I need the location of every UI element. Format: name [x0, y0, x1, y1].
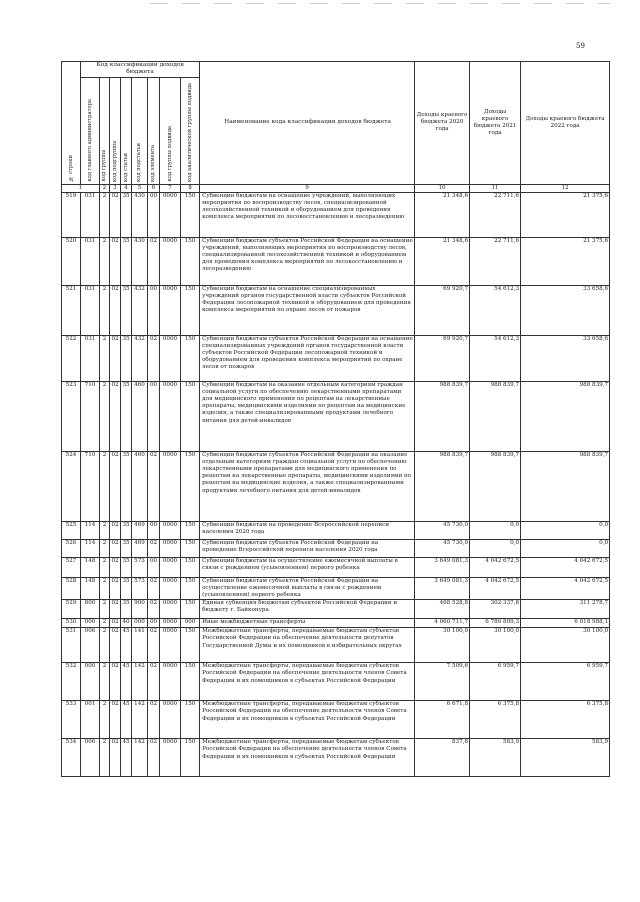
income-2020: 3 649 081,3 — [415, 557, 470, 577]
code-admin: 031 — [81, 285, 100, 335]
income-2021: 988 839,7 — [470, 381, 521, 451]
income-2022: 583,9 — [521, 739, 610, 777]
code-element: 00 — [148, 285, 160, 335]
code-group: 2 — [100, 335, 110, 381]
code-subarticle: 000 — [132, 619, 148, 628]
code-group: 2 — [100, 521, 110, 539]
row-number: 532 — [62, 663, 81, 701]
income-name: Иные межбюджетные трансферты — [200, 619, 415, 628]
income-name: Субвенции бюджетам на осуществление ежемесячной выплаты в связи с рождением (усыновлением) первого ребенка — [200, 557, 415, 577]
code-article: 35 — [121, 557, 132, 577]
income-2021: 22 711,6 — [470, 192, 521, 237]
table-row — [62, 663, 610, 701]
income-2020: 837,8 — [415, 739, 470, 777]
column-number: 3 — [110, 184, 121, 192]
table-row — [62, 521, 610, 539]
code-analytic-group: 150 — [181, 192, 200, 237]
code-analytic-group: 150 — [181, 521, 200, 539]
row-number: 523 — [62, 381, 81, 451]
code-article: 35 — [121, 237, 132, 285]
row-number: 533 — [62, 701, 81, 739]
table-row — [62, 192, 610, 237]
code-element: 02 — [148, 628, 160, 663]
header-code-col: код аналитической группы подвида — [181, 77, 200, 184]
income-2022: 30 100,0 — [521, 628, 610, 663]
code-element: 02 — [148, 237, 160, 285]
income-name: Субвенции бюджетам на оказание отдельным категориям граждан социальной услуги по обеспечению лекарственными препаратами для медицинского применения по рецептам на лекарственные препараты, медицинскими изделиями по рецептам на медицинские изделия, а также специализированными продуктами лечебного питания для детей-инвалидов — [200, 381, 415, 451]
header-income-2022: Доходы краевого бюджета 2022 года — [521, 62, 610, 185]
code-subgroup: 02 — [110, 557, 121, 577]
code-article: 35 — [121, 451, 132, 521]
code-element: 00 — [148, 557, 160, 577]
header-code-col: код подгруппы — [110, 77, 121, 184]
income-name: Единая субвенция бюджетам субъектов Российской Федерации и бюджету г. Байконура — [200, 600, 415, 619]
code-element: 02 — [148, 577, 160, 599]
code-group: 2 — [100, 381, 110, 451]
code-subtype-group: 0000 — [160, 381, 181, 451]
code-analytic-group: 150 — [181, 663, 200, 701]
income-2020: 6 671,8 — [415, 701, 470, 739]
code-admin: 148 — [81, 557, 100, 577]
row-number: 522 — [62, 335, 81, 381]
table-row — [62, 335, 610, 381]
income-2022: 988 839,7 — [521, 381, 610, 451]
code-admin: 031 — [81, 335, 100, 381]
income-2020: 3 649 081,3 — [415, 577, 470, 599]
code-subtype-group: 0000 — [160, 539, 181, 557]
income-2021: 54 612,3 — [470, 335, 521, 381]
income-2022: 21 375,6 — [521, 237, 610, 285]
code-subarticle: 573 — [132, 577, 148, 599]
code-subtype-group: 0000 — [160, 237, 181, 285]
code-group: 2 — [100, 701, 110, 739]
income-2021: 22 711,6 — [470, 237, 521, 285]
income-2021: 30 100,0 — [470, 628, 521, 663]
code-subgroup: 02 — [110, 521, 121, 539]
income-2022: 988 839,7 — [521, 451, 610, 521]
code-article: 35 — [121, 600, 132, 619]
income-2022: 0,0 — [521, 521, 610, 539]
code-subarticle: 430 — [132, 237, 148, 285]
code-subgroup: 02 — [110, 701, 121, 739]
code-analytic-group: 150 — [181, 285, 200, 335]
code-admin: 000 — [81, 663, 100, 701]
code-element: 00 — [148, 521, 160, 539]
code-admin: 148 — [81, 577, 100, 599]
code-element: 00 — [148, 192, 160, 237]
code-subgroup: 02 — [110, 192, 121, 237]
code-subgroup: 02 — [110, 577, 121, 599]
code-subgroup: 02 — [110, 237, 121, 285]
code-subtype-group: 0000 — [160, 521, 181, 539]
income-2022: 6 375,8 — [521, 701, 610, 739]
column-number: 8 — [181, 184, 200, 192]
income-name: Субвенции бюджетам субъектов Российской Федерации на оказание отдельным категориям граждан социальной услуги по обеспечению лекарственными препаратами для медицинского применения по рецептам на лекарственные препараты, медицинскими изделиями по рецептам на медицинские изделия, а также специализированными продуктами лечебного питания для детей-инвалидов — [200, 451, 415, 521]
header-code-col: код статьи — [121, 77, 132, 184]
column-number: 4 — [121, 184, 132, 192]
code-analytic-group: 150 — [181, 739, 200, 777]
row-number: 526 — [62, 539, 81, 557]
code-subtype-group: 0000 — [160, 619, 181, 628]
code-subarticle: 142 — [132, 663, 148, 701]
income-name: Межбюджетные трансферты, передаваемые бюджетам субъектов Российской Федерации на обеспечение деятельности депутатов Государственной Думы и их помощников в избирательных округах — [200, 628, 415, 663]
code-group: 2 — [100, 237, 110, 285]
code-element: 02 — [148, 701, 160, 739]
code-subgroup: 02 — [110, 628, 121, 663]
column-number: 6 — [148, 184, 160, 192]
code-group: 2 — [100, 557, 110, 577]
income-2022: 6 959,7 — [521, 663, 610, 701]
code-subarticle: 432 — [132, 335, 148, 381]
income-2020: 30 100,0 — [415, 628, 470, 663]
column-number: 5 — [132, 184, 148, 192]
code-admin: 114 — [81, 539, 100, 557]
code-subtype-group: 0000 — [160, 192, 181, 237]
code-analytic-group: 150 — [181, 381, 200, 451]
code-subtype-group: 0000 — [160, 451, 181, 521]
code-subgroup: 02 — [110, 663, 121, 701]
code-subgroup: 02 — [110, 335, 121, 381]
code-group: 2 — [100, 539, 110, 557]
code-article: 45 — [121, 701, 132, 739]
page-number: 59 — [576, 42, 585, 50]
income-name: Субвенции бюджетам на оснащение специализированных учреждений органов государственной власти субъектов Российской Федерации лесопожарной техникой и оборудованием для проведения комплекса мероприятий по охране лесов от пожаров — [200, 285, 415, 335]
code-admin: 114 — [81, 521, 100, 539]
income-name: Субвенции бюджетам субъектов Российской Федерации на проведение Всероссийской переписи населения 2020 года — [200, 539, 415, 557]
income-2021: 54 612,3 — [470, 285, 521, 335]
code-article: 35 — [121, 539, 132, 557]
header-code-group: Код классификации доходов бюджета — [81, 62, 200, 78]
code-article: 35 — [121, 577, 132, 599]
code-subtype-group: 0000 — [160, 600, 181, 619]
code-article: 45 — [121, 739, 132, 777]
column-number: 2 — [100, 184, 110, 192]
row-number: 534 — [62, 739, 81, 777]
code-subgroup: 02 — [110, 600, 121, 619]
code-subtype-group: 0000 — [160, 663, 181, 701]
income-2022: 33 658,6 — [521, 285, 610, 335]
code-article: 35 — [121, 192, 132, 237]
code-group: 2 — [100, 619, 110, 628]
income-name: Субвенции бюджетам субъектов Российской Федерации на оснащение учреждений, выполняющих мероприятия по воспроизводству лесов, специализированной лесохозяйственной техникой и оборудованием для проведения комплекса мероприятий по лесовосстановлению и лесоразведению — [200, 237, 415, 285]
code-group: 2 — [100, 663, 110, 701]
column-number: 1 — [62, 184, 100, 192]
code-subarticle: 460 — [132, 451, 148, 521]
code-admin: 006 — [81, 739, 100, 777]
table-row — [62, 619, 610, 628]
row-number: 530 — [62, 619, 81, 628]
code-element: 02 — [148, 663, 160, 701]
code-article: 45 — [121, 628, 132, 663]
code-admin: 006 — [81, 628, 100, 663]
header-code-col: код группы подвида — [160, 77, 181, 184]
code-subarticle: 430 — [132, 192, 148, 237]
income-2020: 4 060 711,7 — [415, 619, 470, 628]
income-2022: 4 042 672,5 — [521, 577, 610, 599]
table-row — [62, 739, 610, 777]
income-2021: 4 042 672,5 — [470, 577, 521, 599]
code-analytic-group: 000 — [181, 619, 200, 628]
income-2020: 988 839,7 — [415, 381, 470, 451]
income-2022: 0,0 — [521, 539, 610, 557]
code-analytic-group: 150 — [181, 539, 200, 557]
header-income-2020: Доходы краевого бюджета 2020 года — [415, 62, 470, 185]
income-2022: 21 375,6 — [521, 192, 610, 237]
code-analytic-group: 150 — [181, 701, 200, 739]
code-subtype-group: 0000 — [160, 577, 181, 599]
code-subgroup: 02 — [110, 381, 121, 451]
row-number: 527 — [62, 557, 81, 577]
income-2021: 0,0 — [470, 521, 521, 539]
header-income-2021: Доходы краевого бюджета 2021 года — [470, 62, 521, 185]
code-subarticle: 900 — [132, 600, 148, 619]
table-row — [62, 381, 610, 451]
income-2021: 4 042 672,5 — [470, 557, 521, 577]
header-name: Наименование кода классификации доходов бюджета — [200, 62, 415, 185]
column-numbers-row — [62, 184, 610, 192]
code-subarticle: 432 — [132, 285, 148, 335]
table-row — [62, 628, 610, 663]
code-article: 35 — [121, 521, 132, 539]
code-subgroup: 02 — [110, 739, 121, 777]
income-2021: 6 959,7 — [470, 663, 521, 701]
income-classification-table — [61, 61, 610, 777]
code-article: 35 — [121, 285, 132, 335]
row-number: 524 — [62, 451, 81, 521]
code-group: 2 — [100, 739, 110, 777]
code-analytic-group: 150 — [181, 600, 200, 619]
code-element: 02 — [148, 335, 160, 381]
income-2022: 33 658,6 — [521, 335, 610, 381]
code-element: 02 — [148, 739, 160, 777]
column-number: 10 — [415, 184, 470, 192]
code-subarticle: 460 — [132, 381, 148, 451]
income-2020: 21 348,6 — [415, 192, 470, 237]
code-group: 2 — [100, 451, 110, 521]
scan-top-edge — [150, 3, 610, 4]
code-element: 02 — [148, 451, 160, 521]
code-admin: 031 — [81, 237, 100, 285]
row-number: 529 — [62, 600, 81, 619]
row-number: 525 — [62, 521, 81, 539]
table-row — [62, 600, 610, 619]
code-article: 35 — [121, 381, 132, 451]
code-analytic-group: 150 — [181, 451, 200, 521]
code-subarticle: 469 — [132, 539, 148, 557]
code-subtype-group: 0000 — [160, 285, 181, 335]
income-2021: 583,9 — [470, 739, 521, 777]
income-2021: 6 375,8 — [470, 701, 521, 739]
code-admin: 031 — [81, 192, 100, 237]
table-row — [62, 451, 610, 521]
code-subarticle: 141 — [132, 628, 148, 663]
code-group: 2 — [100, 600, 110, 619]
code-analytic-group: 150 — [181, 335, 200, 381]
income-name: Межбюджетные трансферты, передаваемые бюджетам субъектов Российской Федерации на обеспечение деятельности членов Совета Федерации и их помощников в субъектах Российской Федерации — [200, 663, 415, 701]
table-row — [62, 577, 610, 599]
row-number: 521 — [62, 285, 81, 335]
income-2022: 6 018 988,1 — [521, 619, 610, 628]
income-2020: 21 348,6 — [415, 237, 470, 285]
code-element: 00 — [148, 381, 160, 451]
code-subgroup: 02 — [110, 619, 121, 628]
column-number: 11 — [470, 184, 521, 192]
code-article: 35 — [121, 335, 132, 381]
table-row — [62, 237, 610, 285]
code-subgroup: 02 — [110, 539, 121, 557]
code-group: 2 — [100, 192, 110, 237]
code-admin: 710 — [81, 451, 100, 521]
code-subarticle: 142 — [132, 739, 148, 777]
code-element: 00 — [148, 619, 160, 628]
income-2020: 45 730,0 — [415, 539, 470, 557]
income-name: Субвенции бюджетам на оснащение учреждений, выполняющих мероприятия по воспроизводству лесов, специализированной лесохозяйственной техникой и оборудованием для проведения комплекса мероприятий по лесовосстановлению и лесоразведению — [200, 192, 415, 237]
code-element: 02 — [148, 539, 160, 557]
header-code-col: код главного администратора — [81, 77, 100, 184]
code-group: 2 — [100, 628, 110, 663]
column-number: 9 — [200, 184, 415, 192]
header-code-col: код группы — [100, 77, 110, 184]
table-row — [62, 285, 610, 335]
income-name: Субвенции бюджетам субъектов Российской Федерации на оснащение специализированных учреждений органов государственной власти субъектов Российской Федерации лесопожарной техникой и оборудованием для проведения комплекса мероприятий по охране лесов от пожаров — [200, 335, 415, 381]
row-number: 519 — [62, 192, 81, 237]
code-subarticle: 469 — [132, 521, 148, 539]
code-subarticle: 142 — [132, 701, 148, 739]
income-name: Субвенции бюджетам субъектов Российской Федерации на осуществление ежемесячной выплаты в связи с рождением (усыновлением) первого ребенка — [200, 577, 415, 599]
row-number: 528 — [62, 577, 81, 599]
code-subtype-group: 0000 — [160, 628, 181, 663]
income-2021: 6 780 809,3 — [470, 619, 521, 628]
income-2022: 4 042 672,5 — [521, 557, 610, 577]
code-admin: 710 — [81, 381, 100, 451]
code-admin: 001 — [81, 701, 100, 739]
income-2020: 7 509,6 — [415, 663, 470, 701]
code-analytic-group: 150 — [181, 557, 200, 577]
code-group: 2 — [100, 577, 110, 599]
table-row — [62, 701, 610, 739]
code-analytic-group: 150 — [181, 237, 200, 285]
code-subtype-group: 0000 — [160, 739, 181, 777]
income-2022: 311 278,7 — [521, 600, 610, 619]
income-2020: 468 528,8 — [415, 600, 470, 619]
code-article: 45 — [121, 663, 132, 701]
code-subtype-group: 0000 — [160, 701, 181, 739]
code-element: 02 — [148, 600, 160, 619]
income-2021: 302 337,8 — [470, 600, 521, 619]
column-number: 12 — [521, 184, 610, 192]
table-row — [62, 539, 610, 557]
code-admin: 800 — [81, 600, 100, 619]
income-2020: 69 920,7 — [415, 335, 470, 381]
header-code-col: код подстатьи — [132, 77, 148, 184]
header-row-number: № строки — [62, 62, 81, 185]
code-article: 40 — [121, 619, 132, 628]
code-subgroup: 02 — [110, 285, 121, 335]
column-number: 7 — [160, 184, 181, 192]
income-2021: 0,0 — [470, 539, 521, 557]
header-code-col: код элемента — [148, 77, 160, 184]
code-group: 2 — [100, 285, 110, 335]
code-analytic-group: 150 — [181, 628, 200, 663]
income-name: Межбюджетные трансферты, передаваемые бюджетам субъектов Российской Федерации на обеспечение деятельности членов Совета Федерации и их помощников в субъектах Российской Федерации — [200, 739, 415, 777]
income-name: Межбюджетные трансферты, передаваемые бюджетам субъектов Российской Федерации на обеспечение деятельности членов Совета Федерации и их помощников в субъектах Российской Федерации — [200, 701, 415, 739]
code-subtype-group: 0000 — [160, 335, 181, 381]
income-2020: 69 920,7 — [415, 285, 470, 335]
code-subtype-group: 0000 — [160, 557, 181, 577]
income-2021: 988 839,7 — [470, 451, 521, 521]
income-name: Субвенции бюджетам на проведение Всероссийской переписи населения 2020 года — [200, 521, 415, 539]
row-number: 531 — [62, 628, 81, 663]
code-subarticle: 573 — [132, 557, 148, 577]
income-2020: 45 730,0 — [415, 521, 470, 539]
income-2020: 988 839,7 — [415, 451, 470, 521]
code-analytic-group: 150 — [181, 577, 200, 599]
code-subgroup: 02 — [110, 451, 121, 521]
code-admin: 000 — [81, 619, 100, 628]
table-row — [62, 557, 610, 577]
row-number: 520 — [62, 237, 81, 285]
